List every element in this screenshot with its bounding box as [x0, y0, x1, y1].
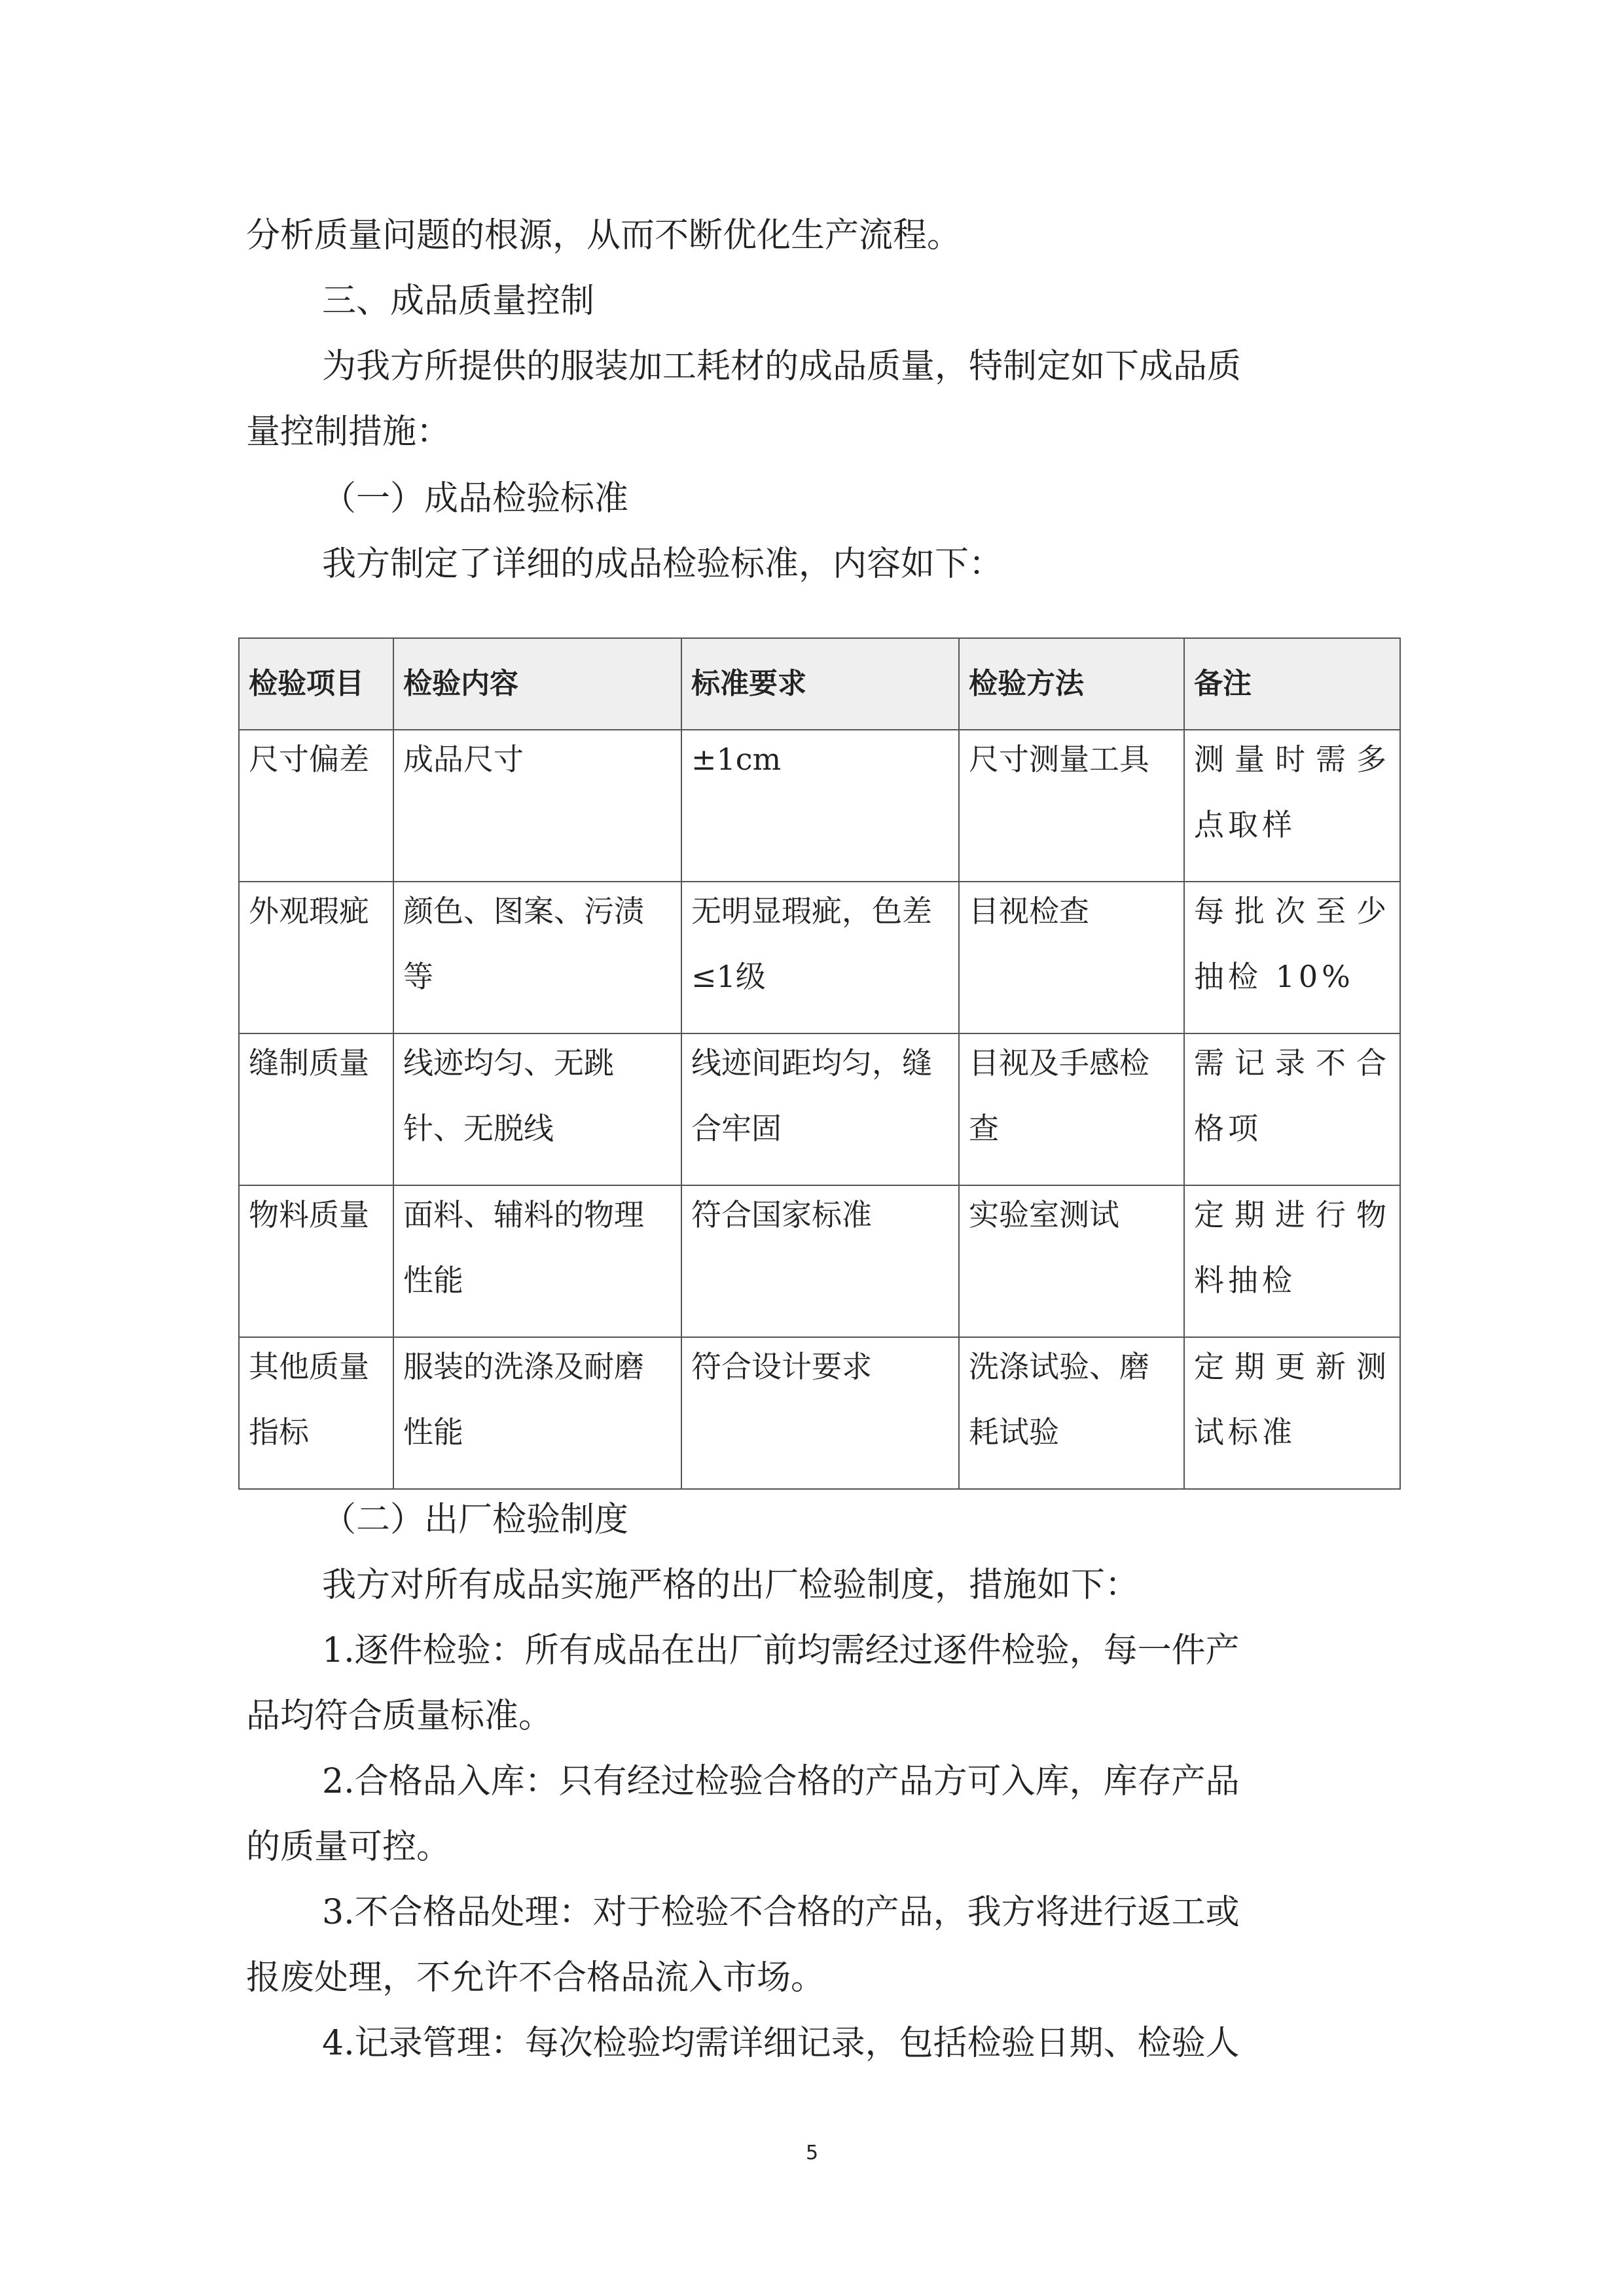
table-cell-text: 缝制质量	[249, 1045, 369, 1081]
section-heading: 三、成品质量控制	[322, 281, 595, 321]
table-cell-text: 物料质量	[249, 1197, 369, 1232]
table-cell	[681, 882, 959, 1033]
list-item-1-line-1: 1.逐件检验：所有成品在出厂前均需经过逐件检验，每一件产	[322, 1631, 1240, 1670]
table-cell	[393, 1033, 681, 1185]
table-cell-text: 目视及手感检查	[969, 1045, 1149, 1146]
table-cell	[681, 1185, 959, 1337]
table-cell	[1184, 730, 1400, 882]
page-number: 5	[805, 2142, 819, 2164]
table-cell	[393, 882, 681, 1033]
paragraph-intro-line-1: 为我方所提供的服装加工耗材的成品质量，特制定如下成品质	[322, 347, 1242, 386]
table-row	[239, 1337, 1400, 1489]
table-cell	[393, 1185, 681, 1337]
table-cell	[1184, 1185, 1400, 1337]
list-item-2-line-1: 2.合格品入库：只有经过检验合格的产品方可入库，库存产品	[322, 1762, 1240, 1801]
table-cell	[239, 730, 393, 882]
list-item-3-line-1: 3.不合格品处理：对于检验不合格的产品，我方将进行返工或	[322, 1893, 1240, 1932]
table-cell	[239, 882, 393, 1033]
table-cell	[239, 1185, 393, 1337]
table-cell-text: 实验室测试	[969, 1197, 1119, 1232]
list-item-1-line-2: 品均符合质量标准。	[246, 1696, 553, 1736]
paragraph-table-intro: 我方制定了详细的成品检验标准，内容如下：	[322, 545, 1003, 584]
table-cell	[1184, 1033, 1400, 1185]
table-cell-text: 外观瑕疵	[249, 893, 369, 929]
table-cell-text: 洗涤试验、磨耗试验	[969, 1349, 1149, 1450]
table-cell	[1184, 882, 1400, 1033]
table-header-cell: 检验项目	[239, 638, 393, 730]
table-cell	[681, 1033, 959, 1185]
table-header-cell: 标准要求	[681, 638, 959, 730]
table-cell	[393, 730, 681, 882]
table-cell	[393, 1337, 681, 1489]
table-cell-text: 定期更新测试标准	[1194, 1349, 1390, 1450]
table-header-row	[239, 638, 1400, 730]
inspection-standards-table	[238, 637, 1401, 1490]
table-cell	[959, 1033, 1184, 1185]
list-item-4-line-1: 4.记录管理：每次检验均需详细记录，包括检验日期、检验人	[322, 2024, 1240, 2063]
table-cell	[959, 882, 1184, 1033]
table-cell	[1184, 1337, 1400, 1489]
table-cell-text: 定期进行物料抽检	[1194, 1197, 1390, 1298]
table-cell-text: 尺寸偏差	[249, 742, 369, 777]
table-header-cell: 检验内容	[393, 638, 681, 730]
table-header-cell: 检验方法	[959, 638, 1184, 730]
paragraph-continuation: 分析质量问题的根源，从而不断优化生产流程。	[246, 216, 962, 255]
table-cell	[959, 1337, 1184, 1489]
table-cell-text: 线迹均匀、无跳针、无脱线	[403, 1045, 614, 1146]
paragraph-intro-line-2: 量控制措施：	[246, 412, 451, 452]
list-item-3-line-2: 报废处理，不允许不合格品流入市场。	[246, 1958, 825, 1998]
table-cell-text: 符合设计要求	[691, 1349, 872, 1384]
subsection-heading-1: （一）成品检验标准	[322, 479, 629, 518]
table-row	[239, 1185, 1400, 1337]
table-cell-text: 尺寸测量工具	[969, 742, 1149, 777]
table-row	[239, 882, 1400, 1033]
table-cell-text: 成品尺寸	[403, 742, 524, 777]
subsection-heading-2: （二）出厂检验制度	[322, 1500, 629, 1539]
table-cell	[681, 1337, 959, 1489]
table-cell-text: ±1cm	[691, 742, 782, 777]
table-cell-text: 服装的洗涤及耐磨性能	[403, 1349, 644, 1450]
table-cell-text: 需记录不合格项	[1194, 1045, 1390, 1146]
table-cell-text: 无明显瑕疵，色差≤1级	[691, 893, 932, 994]
table-cell-text: 目视检查	[969, 893, 1089, 929]
table-cell	[239, 1337, 393, 1489]
table-row	[239, 730, 1400, 882]
table-header-cell: 备注	[1184, 638, 1400, 730]
table-cell-text: 每批次至少抽检 10%	[1194, 893, 1390, 994]
paragraph-measures-intro: 我方对所有成品实施严格的出厂检验制度，措施如下：	[322, 1566, 1140, 1605]
table-cell-text: 测量时需多点取样	[1194, 742, 1390, 842]
table-cell-text: 其他质量指标	[249, 1349, 369, 1450]
table-cell-text: 面料、辅料的物理性能	[403, 1197, 644, 1298]
table-cell	[681, 730, 959, 882]
table-cell-text: 符合国家标准	[691, 1197, 872, 1232]
table-row	[239, 1033, 1400, 1185]
table-cell	[959, 730, 1184, 882]
table-cell	[239, 1033, 393, 1185]
table-cell	[959, 1185, 1184, 1337]
table-cell-text: 线迹间距均匀，缝合牢固	[691, 1045, 932, 1146]
list-item-2-line-2: 的质量可控。	[246, 1827, 451, 1867]
table-cell-text: 颜色、图案、污渍等	[403, 893, 644, 994]
